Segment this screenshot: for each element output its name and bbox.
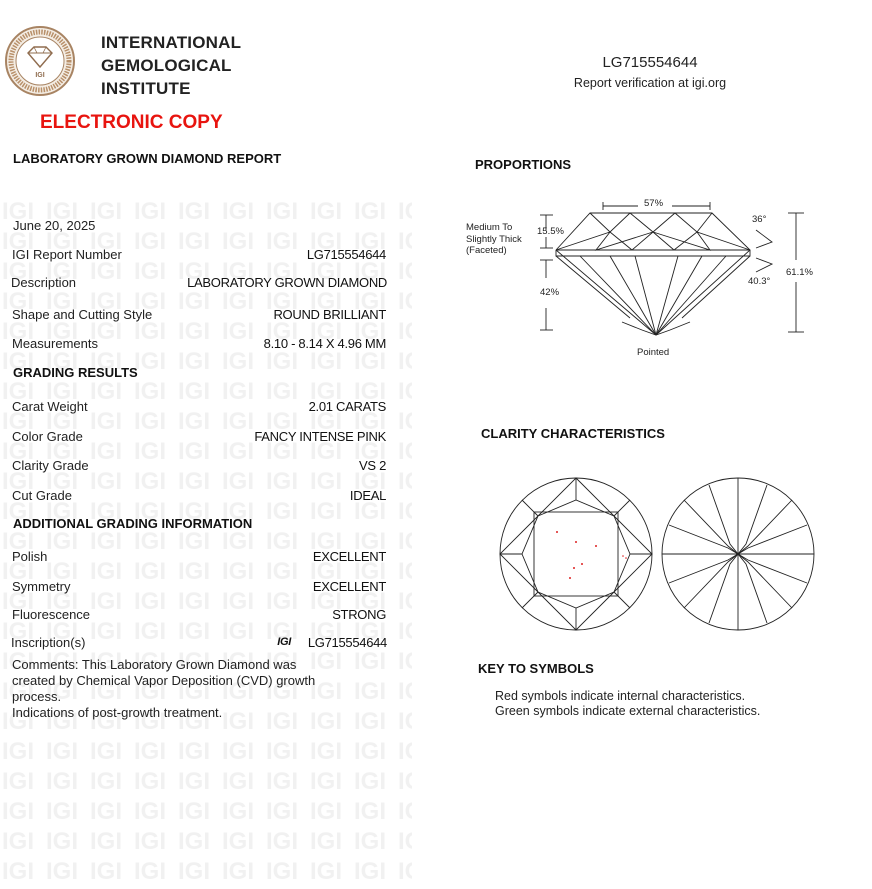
additional-grading-heading: ADDITIONAL GRADING INFORMATION <box>13 516 253 531</box>
total-depth-label: 61.1% <box>786 267 813 278</box>
igi-inscription-logo-icon: IGI <box>277 636 291 648</box>
crown-height-label: 15.5% <box>537 226 564 237</box>
igi-logo-seal <box>4 25 76 97</box>
key-internal-line: Red symbols indicate internal characteristics. <box>495 689 746 703</box>
grading-results-heading: GRADING RESULTS <box>13 365 138 380</box>
row-cut-grade: Cut Grade IDEAL <box>12 488 386 503</box>
proportions-heading: PROPORTIONS <box>475 157 572 172</box>
pavilion-depth-label: 42% <box>540 287 560 298</box>
row-polish: Polish EXCELLENT <box>12 549 386 564</box>
institute-name-line-3: INSTITUTE <box>101 79 191 98</box>
clarity-plot-diagram <box>498 476 818 632</box>
row-fluorescence: Fluorescence STRONG <box>12 607 386 622</box>
electronic-copy-label: ELECTRONIC COPY <box>40 112 223 133</box>
key-external-line: Green symbols indicate external characteristics. <box>495 704 761 718</box>
row-shape: Shape and Cutting Style ROUND BRILLIANT <box>12 307 386 322</box>
key-to-symbols-heading: KEY TO SYMBOLS <box>478 661 594 676</box>
table-percent-label: 57% <box>644 198 664 209</box>
culet-label: Pointed <box>637 347 670 358</box>
row-report-number: IGI Report Number LG715554644 <box>12 247 386 262</box>
institute-name-line-1: INTERNATIONAL <box>101 33 242 52</box>
row-carat-weight: Carat Weight 2.01 CARATS <box>12 399 386 414</box>
row-color-grade: Color Grade FANCY INTENSE PINK <box>12 429 386 444</box>
institute-name-line-2: GEMOLOGICAL <box>101 56 232 75</box>
report-verification-text: Report verification at igi.org <box>573 76 727 90</box>
igi-watermark-pattern <box>0 195 412 889</box>
row-description: Description LABORATORY GROWN DIAMOND <box>11 275 387 290</box>
row-measurements: Measurements 8.10 - 8.14 X 4.96 MM <box>12 336 386 351</box>
svg-text:IGI: IGI <box>35 72 45 79</box>
report-date: June 20, 2025 <box>13 218 96 233</box>
row-clarity-grade: Clarity Grade VS 2 <box>12 458 386 473</box>
comments-block: Comments: This Laboratory Grown Diamond was created by Chemical Vapor Deposition (CVD) growth process. Indications of post-growth treatment. <box>12 657 316 720</box>
girdle-label: Medium To Slightly Thick (Faceted) <box>466 222 522 256</box>
clarity-characteristics-heading: CLARITY CHARACTERISTICS <box>481 426 665 441</box>
report-number-header: LG715554644 <box>602 54 698 71</box>
crown-angle-label: 36° <box>752 214 767 225</box>
report-title: LABORATORY GROWN DIAMOND REPORT <box>13 151 282 166</box>
row-symmetry: Symmetry EXCELLENT <box>12 579 386 594</box>
pavilion-angle-label: 40.3° <box>748 276 771 287</box>
row-inscription: Inscription(s) IGI LG715554644 <box>11 635 387 650</box>
